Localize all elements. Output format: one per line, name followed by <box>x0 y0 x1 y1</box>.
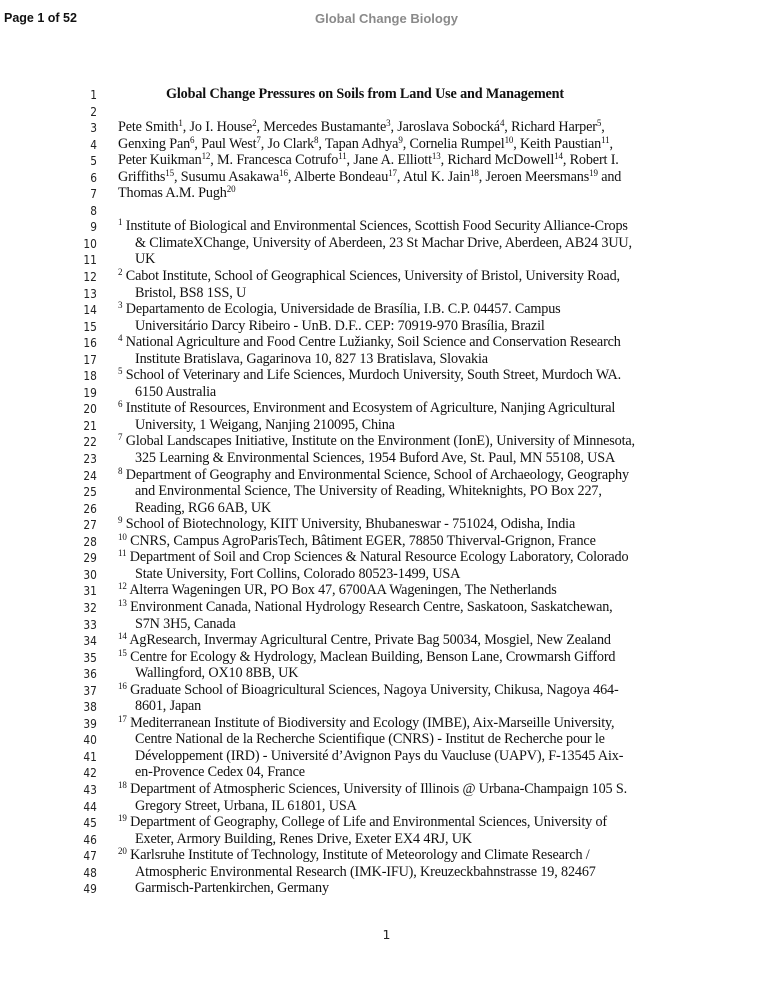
affiliation-superscript: 14 <box>554 151 563 162</box>
line-number: 11 <box>83 252 97 268</box>
affiliation-superscript: 14 <box>118 631 127 642</box>
text-segment: Department of Soil and Crop Sciences & Natural Resource Ecology Laboratory, Colorado <box>126 549 629 566</box>
document-line <box>0 731 773 748</box>
line-number: 29 <box>83 550 97 566</box>
line-number: 46 <box>83 831 97 847</box>
line-text <box>135 483 602 500</box>
line-number: 20 <box>83 401 97 417</box>
line-number: 16 <box>83 335 97 351</box>
document-line <box>0 268 773 285</box>
text-segment: , Alberte Bondeau <box>287 168 389 185</box>
text-segment: , Atul K. Jain <box>396 168 471 185</box>
text-segment: Développement (IRD) - Université d’Avignon Pays du Vaucluse (UAPV), F-13545 Aix- <box>135 747 624 764</box>
line-text <box>135 764 305 781</box>
line-number: 47 <box>83 848 97 864</box>
line-number: 45 <box>83 815 97 831</box>
text-segment: Department of Geography, College of Life and Environmental Sciences, University of <box>126 814 607 831</box>
text-segment: Griffiths <box>118 168 166 185</box>
line-text <box>135 450 615 467</box>
text-segment: 8601, Japan <box>135 698 202 715</box>
line-number: 23 <box>83 451 97 467</box>
line-number: 42 <box>83 765 97 781</box>
text-segment: Gregory Street, Urbana, IL 61801, USA <box>135 797 357 814</box>
affiliation-superscript: 13 <box>431 151 441 162</box>
line-text <box>135 731 605 748</box>
line-text <box>118 781 627 798</box>
text-segment: , Jeroen Meersmans <box>478 168 590 185</box>
document-line <box>0 318 773 335</box>
line-text <box>118 268 620 285</box>
line-number: 18 <box>83 368 97 384</box>
text-segment: AgResearch, Invermay Agricultural Centre, Private Bag 50034, Mosgiel, New Zealand <box>126 632 611 649</box>
line-number: 24 <box>83 467 97 483</box>
text-segment: Mediterranean Institute of Biodiversity and Ecology (IMBE), Aix-Marseille University, <box>126 714 615 731</box>
affiliation-superscript: 3 <box>118 300 123 311</box>
text-segment: Institute of Resources, Environment and Ecosystem of Agriculture, Nanjing Agricultural <box>122 400 616 417</box>
affiliation-superscript: 15 <box>165 167 174 178</box>
text-segment: Alterra Wageningen UR, PO Box 47, 6700AA Wageningen, The Netherlands <box>126 582 557 599</box>
text-segment: Reading, RG6 6AB, UK <box>135 499 272 516</box>
text-segment: , Susumu Asakawa <box>173 168 280 185</box>
document-line <box>0 119 773 136</box>
document-line <box>0 549 773 566</box>
line-number: 40 <box>83 732 97 748</box>
line-number: 14 <box>83 302 97 318</box>
document-line <box>0 781 773 798</box>
document-line <box>0 450 773 467</box>
document-line <box>0 185 773 202</box>
document-line <box>0 285 773 302</box>
document-line <box>0 103 773 120</box>
affiliation-superscript: 2 <box>252 118 257 129</box>
line-number: 33 <box>83 616 97 632</box>
document-line <box>0 433 773 450</box>
document-line <box>0 814 773 831</box>
text-segment: Environment Canada, National Hydrology Research Centre, Saskatoon, Saskatchewan, <box>126 598 613 615</box>
text-segment: , Keith Paustian <box>513 135 602 152</box>
affiliation-superscript: 12 <box>201 151 211 162</box>
line-text <box>135 351 488 368</box>
text-segment: , Tapan Adhya <box>318 135 399 152</box>
affiliation-superscript: 9 <box>118 515 123 526</box>
affiliation-superscript: 7 <box>118 432 123 443</box>
document-line <box>0 152 773 169</box>
line-number: 21 <box>83 417 97 433</box>
document-line <box>0 483 773 500</box>
line-number: 15 <box>83 318 97 334</box>
line-number: 2 <box>90 103 97 119</box>
document-line <box>0 616 773 633</box>
line-number: 31 <box>83 583 97 599</box>
document-line <box>0 632 773 649</box>
line-text <box>118 599 613 616</box>
text-segment: Peter Kuikman <box>118 152 202 169</box>
document-line <box>0 649 773 666</box>
line-text <box>135 500 271 517</box>
line-number: 35 <box>83 649 97 665</box>
text-segment: Pete Smith <box>118 119 179 136</box>
text-segment: 325 Learning & Environmental Sciences, 1954 Buford Ave, St. Paul, MN 55108, USA <box>135 450 616 467</box>
affiliation-superscript: 4 <box>499 118 505 129</box>
line-text <box>118 682 619 699</box>
page-indicator: Page 1 of 52 <box>4 11 77 25</box>
affiliation-superscript: 8 <box>314 134 319 145</box>
text-segment: S7N 3H5, Canada <box>135 615 236 632</box>
affiliation-superscript: 15 <box>118 647 127 658</box>
affiliation-superscript: 20 <box>118 846 127 857</box>
text-segment: Centre for Ecology & Hydrology, Maclean Building, Benson Lane, Crowmarsh Gifford <box>126 648 616 665</box>
affiliation-superscript: 10 <box>504 134 514 145</box>
line-text <box>118 632 611 649</box>
affiliation-superscript: 8 <box>118 465 123 476</box>
affiliation-superscript: 19 <box>118 813 127 824</box>
line-text <box>135 566 460 583</box>
affiliation-superscript: 18 <box>470 167 479 178</box>
document-line <box>0 235 773 252</box>
document-line <box>0 136 773 153</box>
text-segment: Centre National de la Recherche Scientifique (CNRS) - Institut de Recherche pour le <box>135 731 605 748</box>
affiliation-superscript: 20 <box>226 184 236 195</box>
line-text <box>118 649 615 666</box>
affiliation-superscript: 18 <box>118 779 127 790</box>
affiliation-superscript: 9 <box>398 134 403 145</box>
affiliation-superscript: 16 <box>118 680 127 691</box>
text-segment: Graduate School of Bioagricultural Sciences, Nagoya University, Chikusa, Nagoya 464- <box>126 681 619 698</box>
line-text <box>118 516 575 533</box>
line-text <box>118 218 628 235</box>
line-number: 39 <box>83 715 97 731</box>
line-text <box>118 549 628 566</box>
text-segment: , Jane A. Elliott <box>346 152 432 169</box>
affiliation-superscript: 19 <box>589 167 598 178</box>
line-text <box>135 748 623 765</box>
line-text <box>118 467 629 484</box>
line-number: 44 <box>83 798 97 814</box>
document-line <box>0 516 773 533</box>
affiliation-superscript: 17 <box>118 713 127 724</box>
text-segment: UK <box>135 251 156 268</box>
line-text <box>118 152 619 169</box>
affiliation-superscript: 4 <box>118 333 123 344</box>
document-line <box>0 682 773 699</box>
affiliation-superscript: 16 <box>279 167 288 178</box>
line-number: 9 <box>90 219 97 235</box>
text-segment: Wallingford, OX10 8BB, UK <box>135 665 299 682</box>
document-line <box>0 218 773 235</box>
text-segment: , Robert I. <box>562 152 619 169</box>
line-text <box>118 400 615 417</box>
line-number: 7 <box>90 186 97 202</box>
document-line <box>0 251 773 268</box>
text-segment: , Richard McDowell <box>440 152 555 169</box>
affiliation-superscript: 3 <box>386 118 391 129</box>
document-body <box>0 86 773 897</box>
affiliation-superscript: 6 <box>190 134 195 145</box>
line-text <box>118 715 614 732</box>
document-line <box>0 715 773 732</box>
text-segment: , Jo I. House <box>182 119 253 136</box>
document-line <box>0 202 773 219</box>
line-number: 3 <box>90 120 97 136</box>
text-segment: , Cornelia Rumpel <box>402 135 505 152</box>
text-segment: , Paul West <box>194 135 257 152</box>
line-text <box>118 367 621 384</box>
affiliation-superscript: 11 <box>338 151 347 162</box>
text-segment: School of Biotechnology, KIIT University, Bhubaneswar - 751024, Odisha, India <box>122 516 576 533</box>
line-number: 25 <box>83 484 97 500</box>
line-number: 4 <box>90 136 97 152</box>
line-text <box>135 417 395 434</box>
line-text <box>118 334 621 351</box>
line-number: 28 <box>83 533 97 549</box>
line-text <box>135 864 596 881</box>
text-segment: School of Veterinary and Life Sciences, Murdoch University, South Street, Murdoch WA. <box>122 367 622 384</box>
document-line <box>0 748 773 765</box>
text-segment: National Agriculture and Food Centre Lužianky, Soil Science and Conservation Research <box>122 334 621 351</box>
line-text <box>135 616 236 633</box>
line-number: 13 <box>83 285 97 301</box>
text-segment: , Mercedes Bustamante <box>256 119 387 136</box>
document-line <box>0 665 773 682</box>
line-number: 1 <box>90 87 97 102</box>
line-number: 8 <box>90 202 97 218</box>
document-line <box>0 864 773 881</box>
affiliation-superscript: 5 <box>596 118 602 129</box>
document-line <box>0 847 773 864</box>
line-number: 36 <box>83 666 97 682</box>
text-segment: , Richard Harper <box>504 119 597 136</box>
affiliation-superscript: 10 <box>118 531 127 542</box>
text-segment: , <box>601 119 605 136</box>
line-text <box>135 251 155 268</box>
affiliation-superscript: 1 <box>118 217 123 228</box>
line-number: 12 <box>83 269 97 285</box>
affiliation-superscript: 2 <box>118 267 123 278</box>
line-number: 30 <box>83 566 97 582</box>
affiliation-superscript: 1 <box>178 118 183 129</box>
document-line <box>0 599 773 616</box>
line-number: 38 <box>83 699 97 715</box>
document-line <box>0 831 773 848</box>
text-segment: , Jaroslava Sobocká <box>390 119 500 136</box>
line-number: 41 <box>83 748 97 764</box>
line-text <box>118 433 635 450</box>
title-line <box>0 86 773 103</box>
line-text <box>118 814 607 831</box>
line-number: 17 <box>83 351 97 367</box>
line-number: 34 <box>83 633 97 649</box>
line-text <box>135 665 298 682</box>
line-text <box>135 285 246 302</box>
text-segment: Global Landscapes Initiative, Institute on the Environment (IonE), University of Minnesota, <box>122 433 635 450</box>
line-text <box>135 384 216 401</box>
affiliation-superscript: 12 <box>118 581 127 592</box>
text-segment: and <box>597 168 622 185</box>
affiliation-superscript: 17 <box>388 167 397 178</box>
text-segment: en-Provence Cedex 04, France <box>135 764 305 781</box>
text-segment: Departamento de Ecologia, Universidade de Brasília, I.B. C.P. 04457. Campus <box>122 301 561 318</box>
document-line <box>0 400 773 417</box>
line-number: 43 <box>83 781 97 797</box>
text-segment: Institute Bratislava, Gagarinova 10, 827 13 Bratislava, Slovakia <box>135 350 488 367</box>
document-line <box>0 582 773 599</box>
text-segment: Garmisch-Partenkirchen, Germany <box>135 880 329 897</box>
line-text <box>118 136 613 153</box>
text-segment: 6150 Australia <box>135 383 217 400</box>
line-text <box>135 698 201 715</box>
document-line <box>0 351 773 368</box>
text-segment: & ClimateXChange, University of Aberdeen, 23 St Machar Drive, Aberdeen, AB24 3UU, <box>135 234 632 251</box>
text-segment: Exeter, Armory Building, Renes Drive, Exeter EX4 4RJ, UK <box>135 830 472 847</box>
line-text <box>118 582 557 599</box>
text-segment: , Jo Clark <box>260 135 315 152</box>
line-number: 32 <box>83 599 97 615</box>
line-text <box>135 798 357 815</box>
text-segment: Department of Geography and Environmental Science, School of Archaeology, Geography <box>122 466 629 483</box>
line-number: 22 <box>83 434 97 450</box>
line-number: 26 <box>83 500 97 516</box>
line-number: 10 <box>83 235 97 251</box>
text-segment: , M. Francesca Cotrufo <box>210 152 339 169</box>
line-number: 48 <box>83 864 97 880</box>
line-number: 37 <box>83 682 97 698</box>
text-segment: Genxing Pan <box>118 135 191 152</box>
text-segment: CNRS, Campus AgroParisTech, Bâtiment EGER, 78850 Thiverval-Grignon, France <box>126 532 596 549</box>
document-line <box>0 798 773 815</box>
text-segment: Department of Atmospheric Sciences, University of Illinois @ Urbana-Champaign 105 S. <box>126 780 628 797</box>
paper-title <box>0 86 773 103</box>
text-segment: Bristol, BS8 1SS, U <box>135 284 247 301</box>
text-segment: and Environmental Science, The University of Reading, Whiteknights, PO Box 227, <box>135 483 602 500</box>
text-segment: Institute of Biological and Environmental Sciences, Scottish Food Security Alliance-Crops <box>122 218 628 235</box>
journal-name: Global Change Biology <box>314 11 458 26</box>
document-line <box>0 533 773 550</box>
affiliation-superscript: 11 <box>118 548 127 559</box>
line-number: 6 <box>90 169 97 185</box>
document-line <box>0 384 773 401</box>
text-segment: State University, Fort Collins, Colorado 80523-1499, USA <box>135 565 461 582</box>
line-text <box>135 880 329 897</box>
document-line <box>0 367 773 384</box>
line-text <box>118 533 596 550</box>
text-segment: Cabot Institute, School of Geographical Sciences, University of Bristol, University Road, <box>122 268 620 285</box>
document-line <box>0 566 773 583</box>
text-segment: Thomas A.M. Pugh <box>118 185 227 202</box>
line-text <box>118 301 561 318</box>
affiliation-superscript: 6 <box>118 399 123 410</box>
document-line <box>0 169 773 186</box>
line-text <box>135 235 632 252</box>
document-line <box>0 698 773 715</box>
text-segment: Global Change Pressures on Soils from Land Use and Management <box>166 86 564 102</box>
line-number: 5 <box>90 153 97 169</box>
affiliation-superscript: 7 <box>256 134 261 145</box>
line-text <box>118 119 605 136</box>
line-number: 19 <box>83 384 97 400</box>
text-segment: Universitário Darcy Ribeiro - UnB. D.F.. CEP: 70919-970 Brasília, Brazil <box>135 317 545 334</box>
text-segment: University, 1 Weigang, Nanjing 210095, China <box>135 416 395 433</box>
document-line <box>0 764 773 781</box>
document-line <box>0 417 773 434</box>
affiliation-superscript: 5 <box>118 366 123 377</box>
affiliation-superscript: 11 <box>601 134 610 145</box>
document-line <box>0 500 773 517</box>
affiliation-superscript: 13 <box>118 597 127 608</box>
text-segment: , <box>609 135 613 152</box>
document-line <box>0 880 773 897</box>
line-number: 49 <box>83 881 97 897</box>
line-text <box>135 318 545 335</box>
line-text <box>118 169 621 186</box>
line-text <box>135 831 472 848</box>
text-segment: Karlsruhe Institute of Technology, Institute of Meteorology and Climate Research / <box>126 847 590 864</box>
line-number: 27 <box>83 517 97 533</box>
page-number: 1 <box>382 927 391 942</box>
document-line <box>0 334 773 351</box>
text-segment: Atmospheric Environmental Research (IMK-IFU), Kreuzeckbahnstrasse 19, 82467 <box>135 863 596 880</box>
document-line <box>0 301 773 318</box>
line-text <box>118 847 590 864</box>
document-line <box>0 467 773 484</box>
line-text <box>118 185 235 202</box>
